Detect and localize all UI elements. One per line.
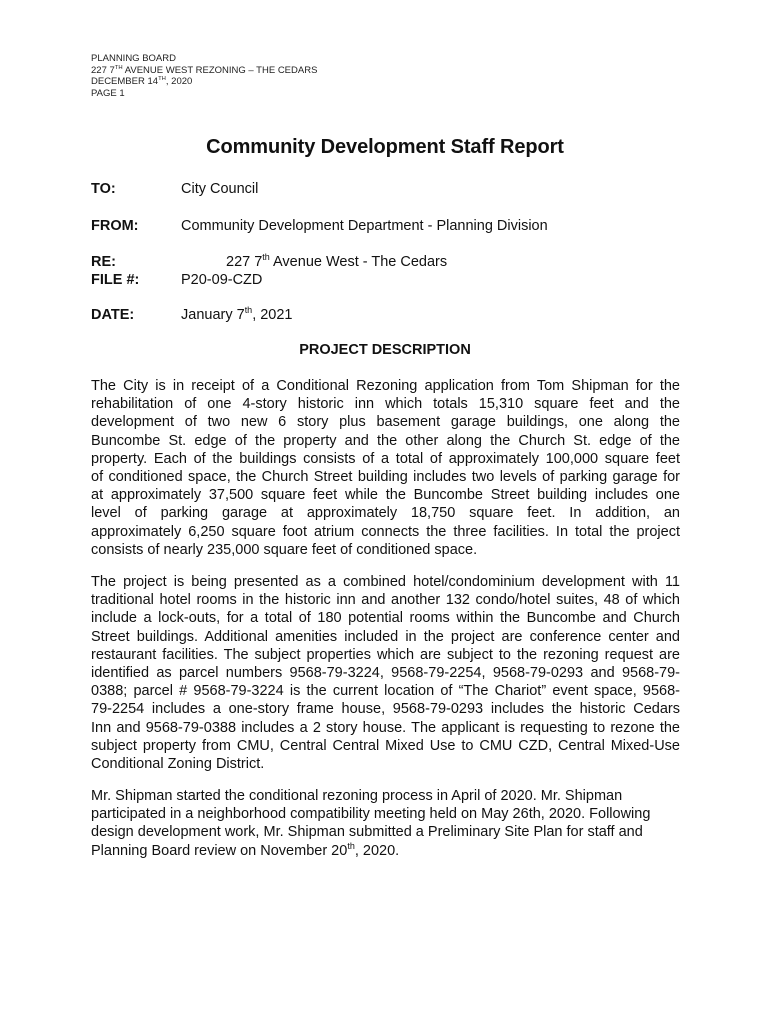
memo-file-label: FILE #: [91, 272, 140, 288]
paragraph-line: level of parking garage at approximately 18,750 square feet. In addition, an [91, 505, 680, 522]
paragraph-line: The City is in receipt of a Conditional Rezoning application from Tom Shipman for the [91, 378, 680, 394]
paragraph-line: property. Each of the buildings consists of a total of approximately 100,000 square feet [91, 450, 680, 467]
report-title: Community Development Staff Report [206, 136, 564, 158]
paragraph-line: 79-2254 includes a one-story frame house, 9568-79-0293 includes the historic Cedars [91, 701, 680, 718]
memo-to-label: TO: [91, 181, 116, 197]
paragraph-line: traditional hotel rooms in the historic inn and another 132 condo/hotel suites, 48 of which [91, 592, 680, 609]
paragraph-line: design development work, Mr. Shipman submitted a Preliminary Site Plan for staff and [91, 824, 643, 841]
paragraph-line: consists of nearly 235,000 square feet of conditioned space. [91, 541, 478, 558]
paragraph-line: at approximately 37,500 square feet while the Buncombe Street building includes one [91, 487, 680, 504]
memo-from-value: Community Development Department - Planning Division [181, 218, 548, 234]
paragraph-line: Inn and 9568-79-0388 includes a 2 story house. The applicant is requesting to rezone the [91, 719, 680, 736]
paragraph-project-program [91, 573, 680, 773]
memo-date-label: DATE: [91, 307, 135, 323]
paragraph-line: participated in a neighborhood compatibility meeting held on May 26th, 2020. Following [91, 806, 651, 823]
memo-file-value: P20-09-CZD [181, 272, 263, 288]
paragraph-line: of conditioned space, the Church Street building includes two levels of parking garage for [91, 469, 680, 486]
paragraph-line: The project is being presented as a combined hotel/condominium development with 11 [91, 574, 680, 590]
header-line-project: 227 7TH AVENUE WEST REZONING – THE CEDARS [91, 64, 318, 76]
memo-re-label: RE: [91, 254, 116, 270]
paragraph-line: Mr. Shipman started the conditional rezoning process in April of 2020. Mr. Shipman [91, 788, 623, 804]
paragraph-line: 0388; parcel # 9568-79-3224 is the current location of “The Chariot” event space, 9568- [91, 683, 680, 700]
paragraph-line: Buncombe St. edge of the property and the other along the Church St. edge of the [91, 432, 680, 449]
paragraph-line: development of two new 6 story plus basement garage buildings, one along the [91, 414, 680, 431]
paragraph-line: approximately 6,250 square foot atrium connects the three facilities. In total the project [91, 523, 680, 540]
paragraph-line: subject property from CMU, Central Central Mixed Use to CMU CZD, Central Mixed-Use [91, 737, 680, 754]
header-line-date: DECEMBER 14TH, 2020 [91, 75, 193, 87]
paragraph-line: include a lock-outs, for a total of 180 potential rooms within the Buncombe and Church [91, 610, 680, 627]
header-line-board: PLANNING BOARD [91, 53, 176, 64]
paragraph-line: Planning Board review on November 20th, 2020. [91, 840, 400, 859]
paragraph-line: Street buildings. Additional amenities included in the project are conference center and [91, 628, 680, 645]
header-line-page: PAGE 1 [91, 87, 125, 99]
paragraph-process-history [91, 787, 680, 860]
paragraph-line: identified as parcel numbers 9568-79-3224, 9568-79-2254, 9568-79-0293 and 9568-79- [91, 665, 680, 682]
paragraph-line: restaurant facilities. The subject properties which are subject to the rezoning request are [91, 646, 680, 663]
paragraph-line: Conditional Zoning District. [91, 756, 265, 773]
section-heading: PROJECT DESCRIPTION [299, 342, 471, 358]
memo-date-value: January 7th, 2021 [181, 305, 293, 323]
memo-re-value: 227 7th Avenue West - The Cedars [226, 252, 448, 270]
memo-to-value: City Council [181, 181, 259, 197]
paragraph-project-scope [91, 377, 680, 559]
paragraph-line: rehabilitation of one 4-story historic inn which totals 15,310 square feet and the [91, 396, 680, 413]
memo-from-label: FROM: [91, 218, 139, 234]
page-header [91, 53, 317, 99]
